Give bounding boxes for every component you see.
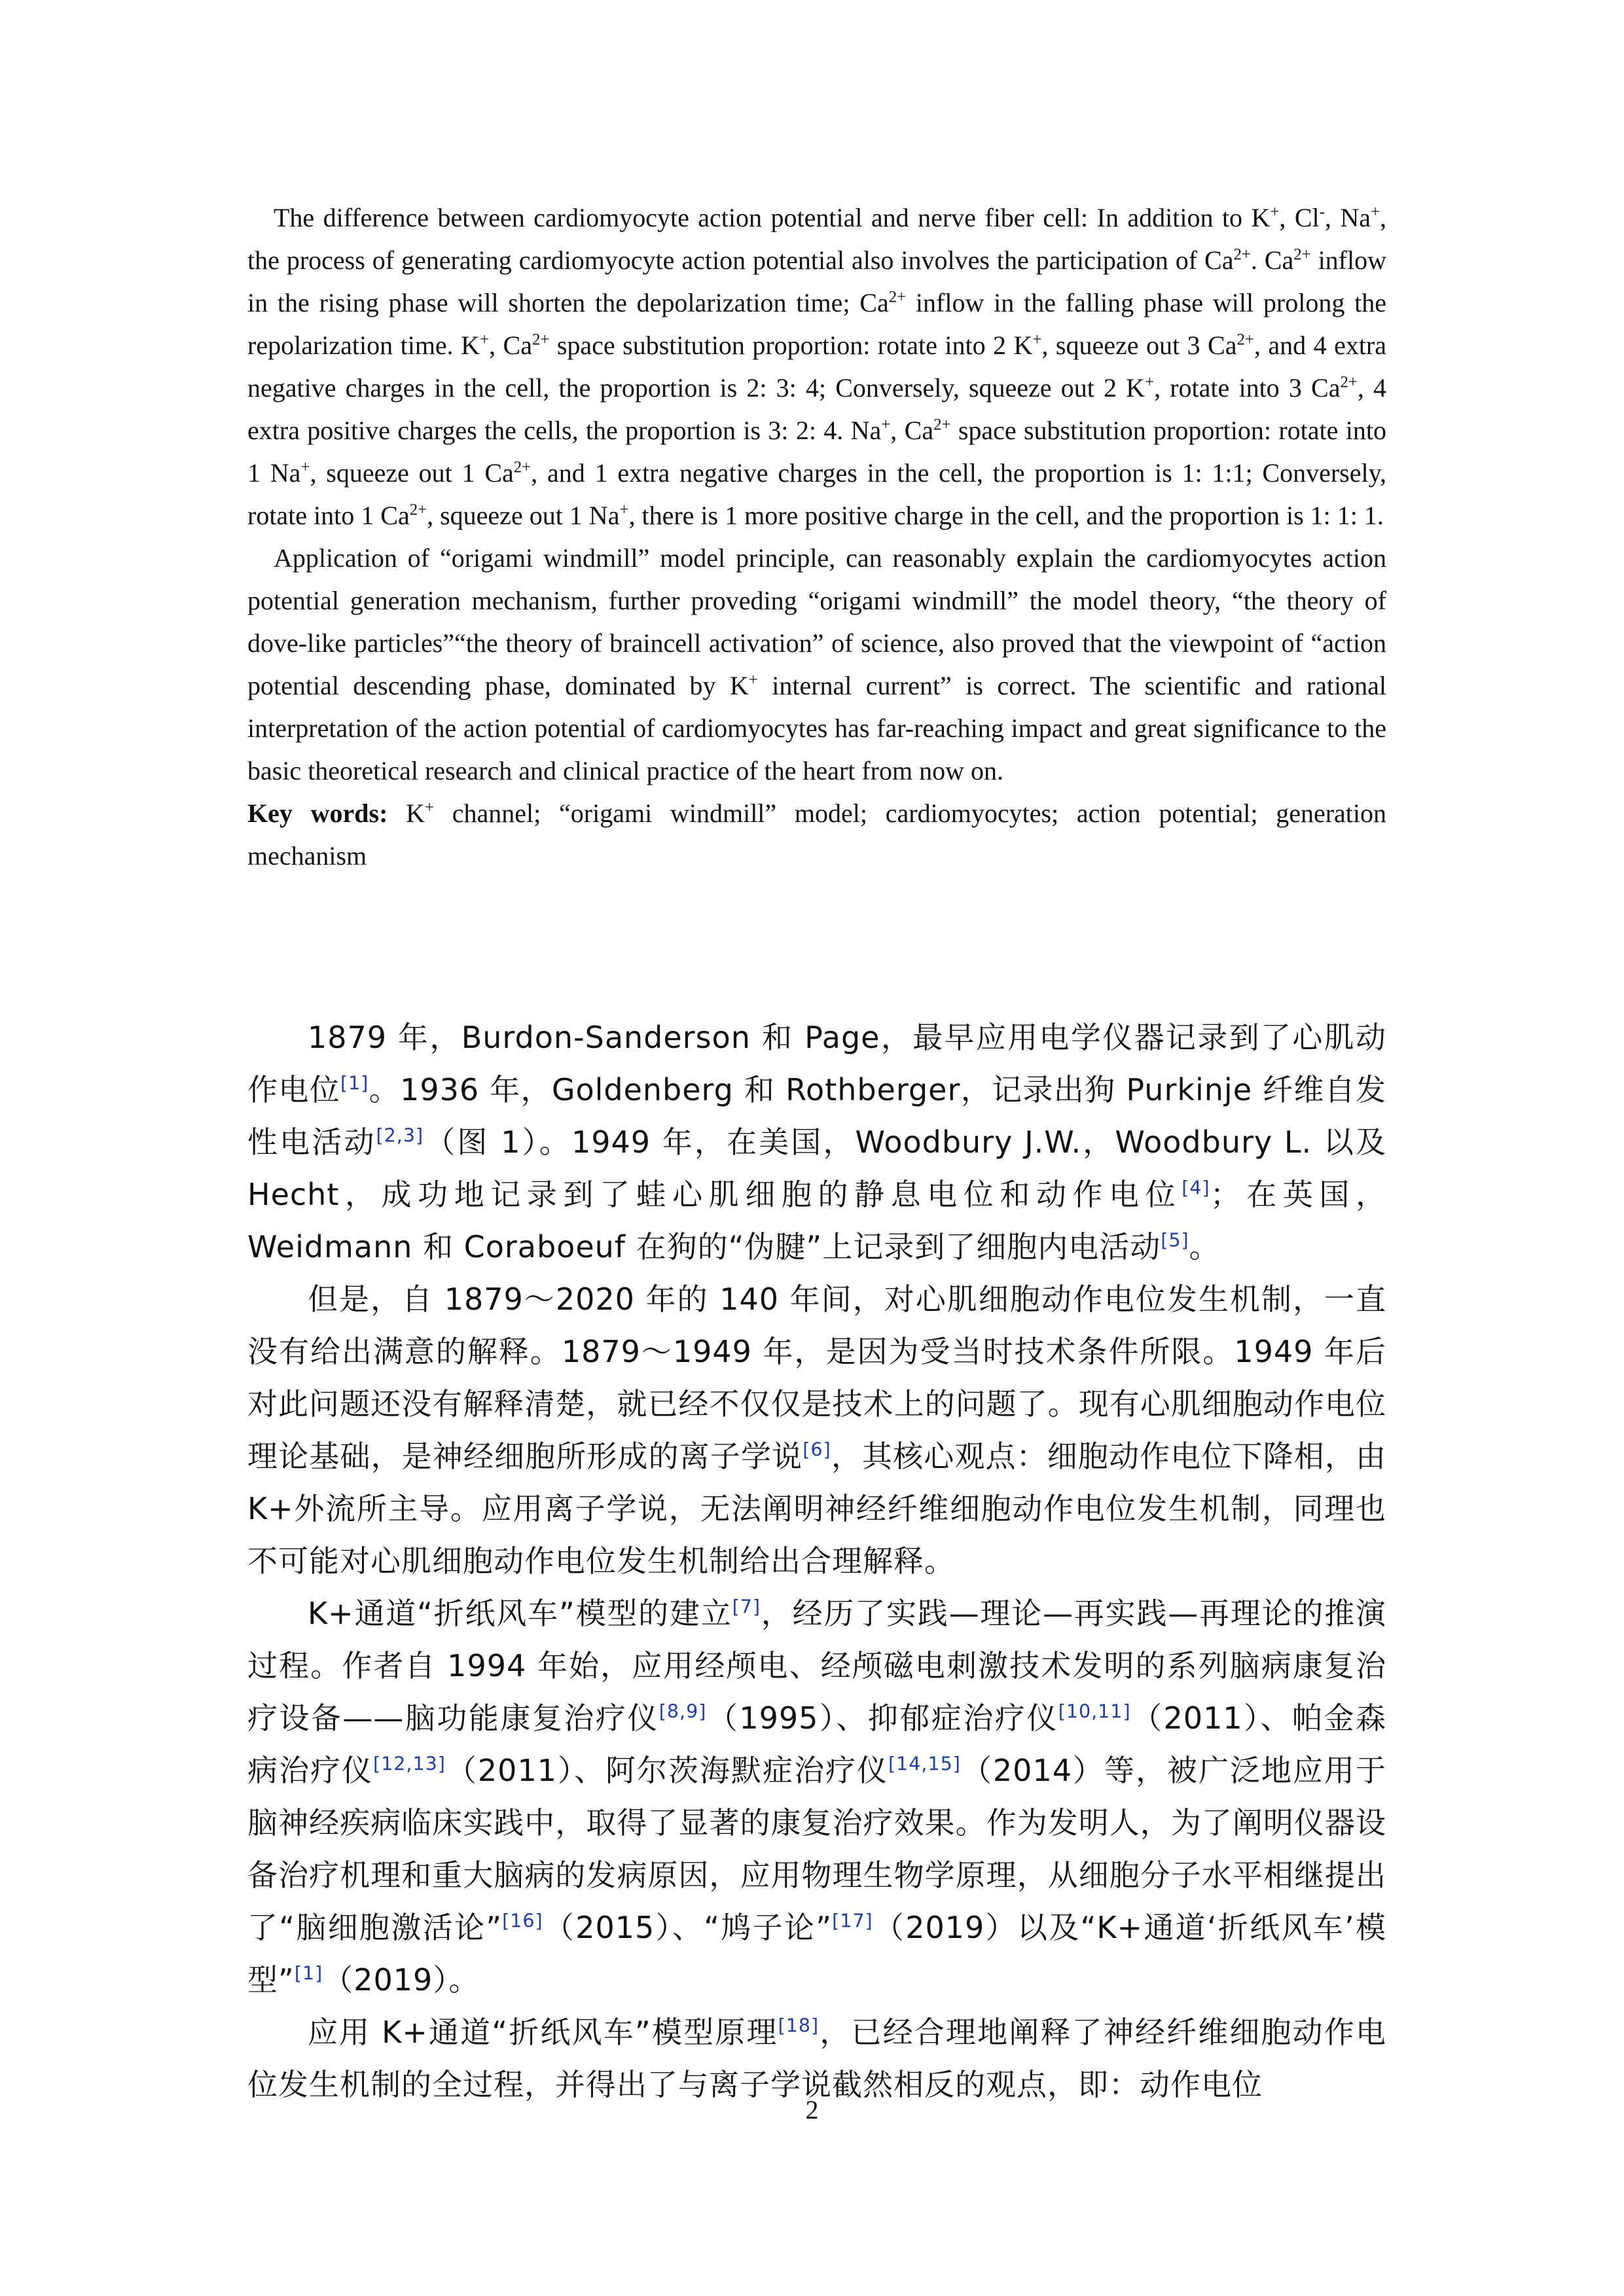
text-run: （2011）、阿尔茨海默症治疗仪 — [445, 1753, 889, 1788]
text-run: , the process of generating cardiomyocyte action potential also involves the participation of Ca — [247, 203, 1386, 275]
citation-ref[interactable]: [1] — [340, 1072, 369, 1094]
text-run: ，其核心观点：细胞动作电位下降相，由 K+外流所主导。应用离子学说，无法阐明神经纤维细胞动作电位发生机制，同理也不可能对心肌细胞动作电位发生机制给出合理解释。 — [247, 1439, 1387, 1579]
citation-ref[interactable]: [5] — [1161, 1229, 1189, 1251]
superscript: 2+ — [532, 331, 550, 349]
text-run: , squeeze out 1 Ca — [310, 458, 514, 488]
english-abstract — [247, 196, 1386, 877]
citation-ref[interactable]: [16] — [502, 1910, 543, 1932]
text-run: , 4 extra positive charges the cells, the proportion is 3: 2: 4. Na — [247, 373, 1387, 445]
citation-ref[interactable]: [10,11] — [1058, 1700, 1131, 1723]
citation-ref[interactable]: [2,3] — [376, 1124, 424, 1147]
chinese-body-text — [247, 1011, 1386, 2111]
text-run: , rotate into 3 Ca — [1154, 373, 1341, 403]
text-run: . Ca — [1250, 245, 1294, 275]
superscript: 2+ — [513, 458, 532, 476]
text-run: K — [388, 798, 425, 828]
text-run: , Na — [1324, 203, 1371, 232]
text-run: ，已经合理地阐释了神经纤维细胞动作电位发生机制的全过程，并得出了与离子学说截然相反的观点，即：动作电位 — [247, 2015, 1386, 2102]
text-run: Application of “origami windmill” model principle, can reasonably explain the cardiomyocytes action potential generation mechanism, further proveding “origami windmill” the model theory, “the theory of dove-like particles”“the theory of braincell activation” of science, also proved that the viewpoint of “action potential descending phase, dominated by K — [247, 543, 1386, 700]
superscript: + — [748, 671, 758, 689]
text-run: （1995）、抑郁症治疗仪 — [706, 1700, 1058, 1736]
superscript: + — [1371, 203, 1380, 221]
superscript: 2+ — [409, 501, 427, 519]
text-run: inflow in the falling phase will prolong the repolarization time. K — [247, 288, 1386, 360]
superscript: + — [425, 798, 435, 817]
citation-ref[interactable]: [17] — [832, 1910, 873, 1932]
superscript: - — [1319, 203, 1325, 221]
text-run: space substitution proportion: rotate into 1 Na — [247, 416, 1386, 488]
superscript: + — [1032, 331, 1042, 349]
superscript: 2+ — [933, 416, 951, 434]
text-run: , Cl — [1279, 203, 1320, 232]
text-run: channel; “origami windmill” model; cardiomyocytes; action potential; generation mechanism — [247, 798, 1387, 870]
citation-ref[interactable]: [18] — [778, 2015, 820, 2037]
superscript: + — [300, 458, 310, 476]
text-run: 应用 K+通道“折纸风车”模型原理 — [308, 2015, 778, 2050]
superscript: 2+ — [1293, 245, 1311, 264]
text-run: ，经历了实践—理论—再实践—再理论的推演过程。作者自 1994 年始，应用经颅电、经颅磁电刺激技术发明的系列脑病康复治疗设备——脑功能康复治疗仪 — [247, 1596, 1386, 1736]
text-run: , Ca — [489, 331, 532, 360]
citation-ref[interactable]: [6] — [803, 1439, 831, 1461]
text-run: 但是，自 1879～2020 年的 140 年间，对心肌细胞动作电位发生机制，一直没有给出满意的解释。1879～1949 年，是因为受当时技术条件所限。1949 年后对此问题还没有解释清楚，就已经不仅仅是技术上的问题了。现有心肌细胞动作电位理论基础，是神经细胞所形成的离子学说 — [247, 1282, 1386, 1474]
abstract-paragraph-2 — [247, 537, 1386, 792]
body-paragraph-1 — [247, 1011, 1386, 1273]
superscript: 2+ — [1236, 331, 1254, 349]
text-run: （2019）。 — [323, 1962, 480, 1998]
text-run: The difference between cardiomyocyte action potential and nerve fiber cell: In addition to K — [274, 203, 1271, 232]
citation-ref[interactable]: [12,13] — [373, 1753, 446, 1775]
keywords-line — [247, 792, 1386, 877]
text-run: , squeeze out 3 Ca — [1041, 331, 1237, 360]
superscript: 2+ — [1233, 245, 1251, 264]
keywords-text — [247, 798, 1386, 870]
superscript: 2+ — [888, 288, 907, 306]
page-number: 2 — [805, 2095, 819, 2125]
text-run: ；在英国，Weidmann 和 Coraboeuf 在狗的“伪腱”上记录到了细胞内电活动 — [247, 1177, 1387, 1265]
text-run: 。1936 年，Goldenberg 和 Rothberger，记录出狗 Purkinje 纤维自发性电活动 — [247, 1072, 1387, 1160]
superscript: + — [1145, 373, 1155, 391]
citation-ref[interactable]: [4] — [1182, 1177, 1210, 1199]
text-run: , and 1 extra negative charges in the cell, the proportion is 1: 1:1; Conversely, rotate into 1 Ca — [247, 458, 1387, 530]
text-run: internal current” is correct. The scientific and rational interpretation of the action potential of cardiomyocytes has far-reaching impact and great significance to the basic theoretical research and clinical practice of the heart from now on. — [247, 671, 1386, 785]
text-run: space substitution proportion: rotate into 2 K — [549, 331, 1033, 360]
citation-ref[interactable]: [7] — [732, 1596, 761, 1618]
citation-ref[interactable]: [14,15] — [888, 1753, 961, 1775]
text-run: , there is 1 more positive charge in the cell, and the proportion is 1: 1: 1. — [628, 501, 1384, 530]
text-run: , and 4 extra negative charges in the cell, the proportion is 2: 3: 4; Conversely, squeeze out 2 K — [247, 331, 1387, 403]
text-run: （2015）、“鸠子论” — [543, 1910, 833, 1945]
body-paragraph-3 — [247, 1587, 1386, 2006]
text-run: 1879 年，Burdon-Sanderson 和 Page，最早应用电学仪器记录到了心肌动作电位 — [247, 1020, 1386, 1107]
abstract-paragraph-1 — [247, 196, 1386, 537]
text-run: , Ca — [890, 416, 934, 445]
superscript: + — [1270, 203, 1280, 221]
citation-ref[interactable]: [1] — [294, 1962, 323, 1984]
text-run: （2011）、帕金森病治疗仪 — [247, 1700, 1386, 1788]
text-run: 。 — [1189, 1229, 1220, 1265]
superscript: + — [881, 416, 891, 434]
text-run: K+通道“折纸风车”模型的建立 — [308, 1596, 732, 1631]
citation-ref[interactable]: [8,9] — [659, 1700, 707, 1723]
superscript: + — [480, 331, 490, 349]
superscript: + — [619, 501, 629, 519]
text-run: （2014）等，被广泛地应用于脑神经疾病临床实践中，取得了显著的康复治疗效果。作为发明人，为了阐明仪器设备治疗机理和重大脑病的发病原因，应用物理生物学原理，从细胞分子水平相继提出了“脑细胞激活论” — [247, 1753, 1386, 1945]
body-paragraph-2 — [247, 1273, 1386, 1587]
keywords-label: Key words: — [247, 798, 388, 828]
text-run: （2019）以及“K+通道‘折纸风车’模型” — [247, 1910, 1386, 1998]
superscript: 2+ — [1340, 373, 1358, 391]
text-run: inflow in the rising phase will shorten the depolarization time; Ca — [247, 245, 1387, 317]
text-run: （图 1）。1949 年，在美国，Woodbury J.W.，Woodbury L. 以及 Hecht，成功地记录到了蛙心肌细胞的静息电位和动作电位 — [247, 1124, 1387, 1212]
text-run: , squeeze out 1 Na — [427, 501, 620, 530]
